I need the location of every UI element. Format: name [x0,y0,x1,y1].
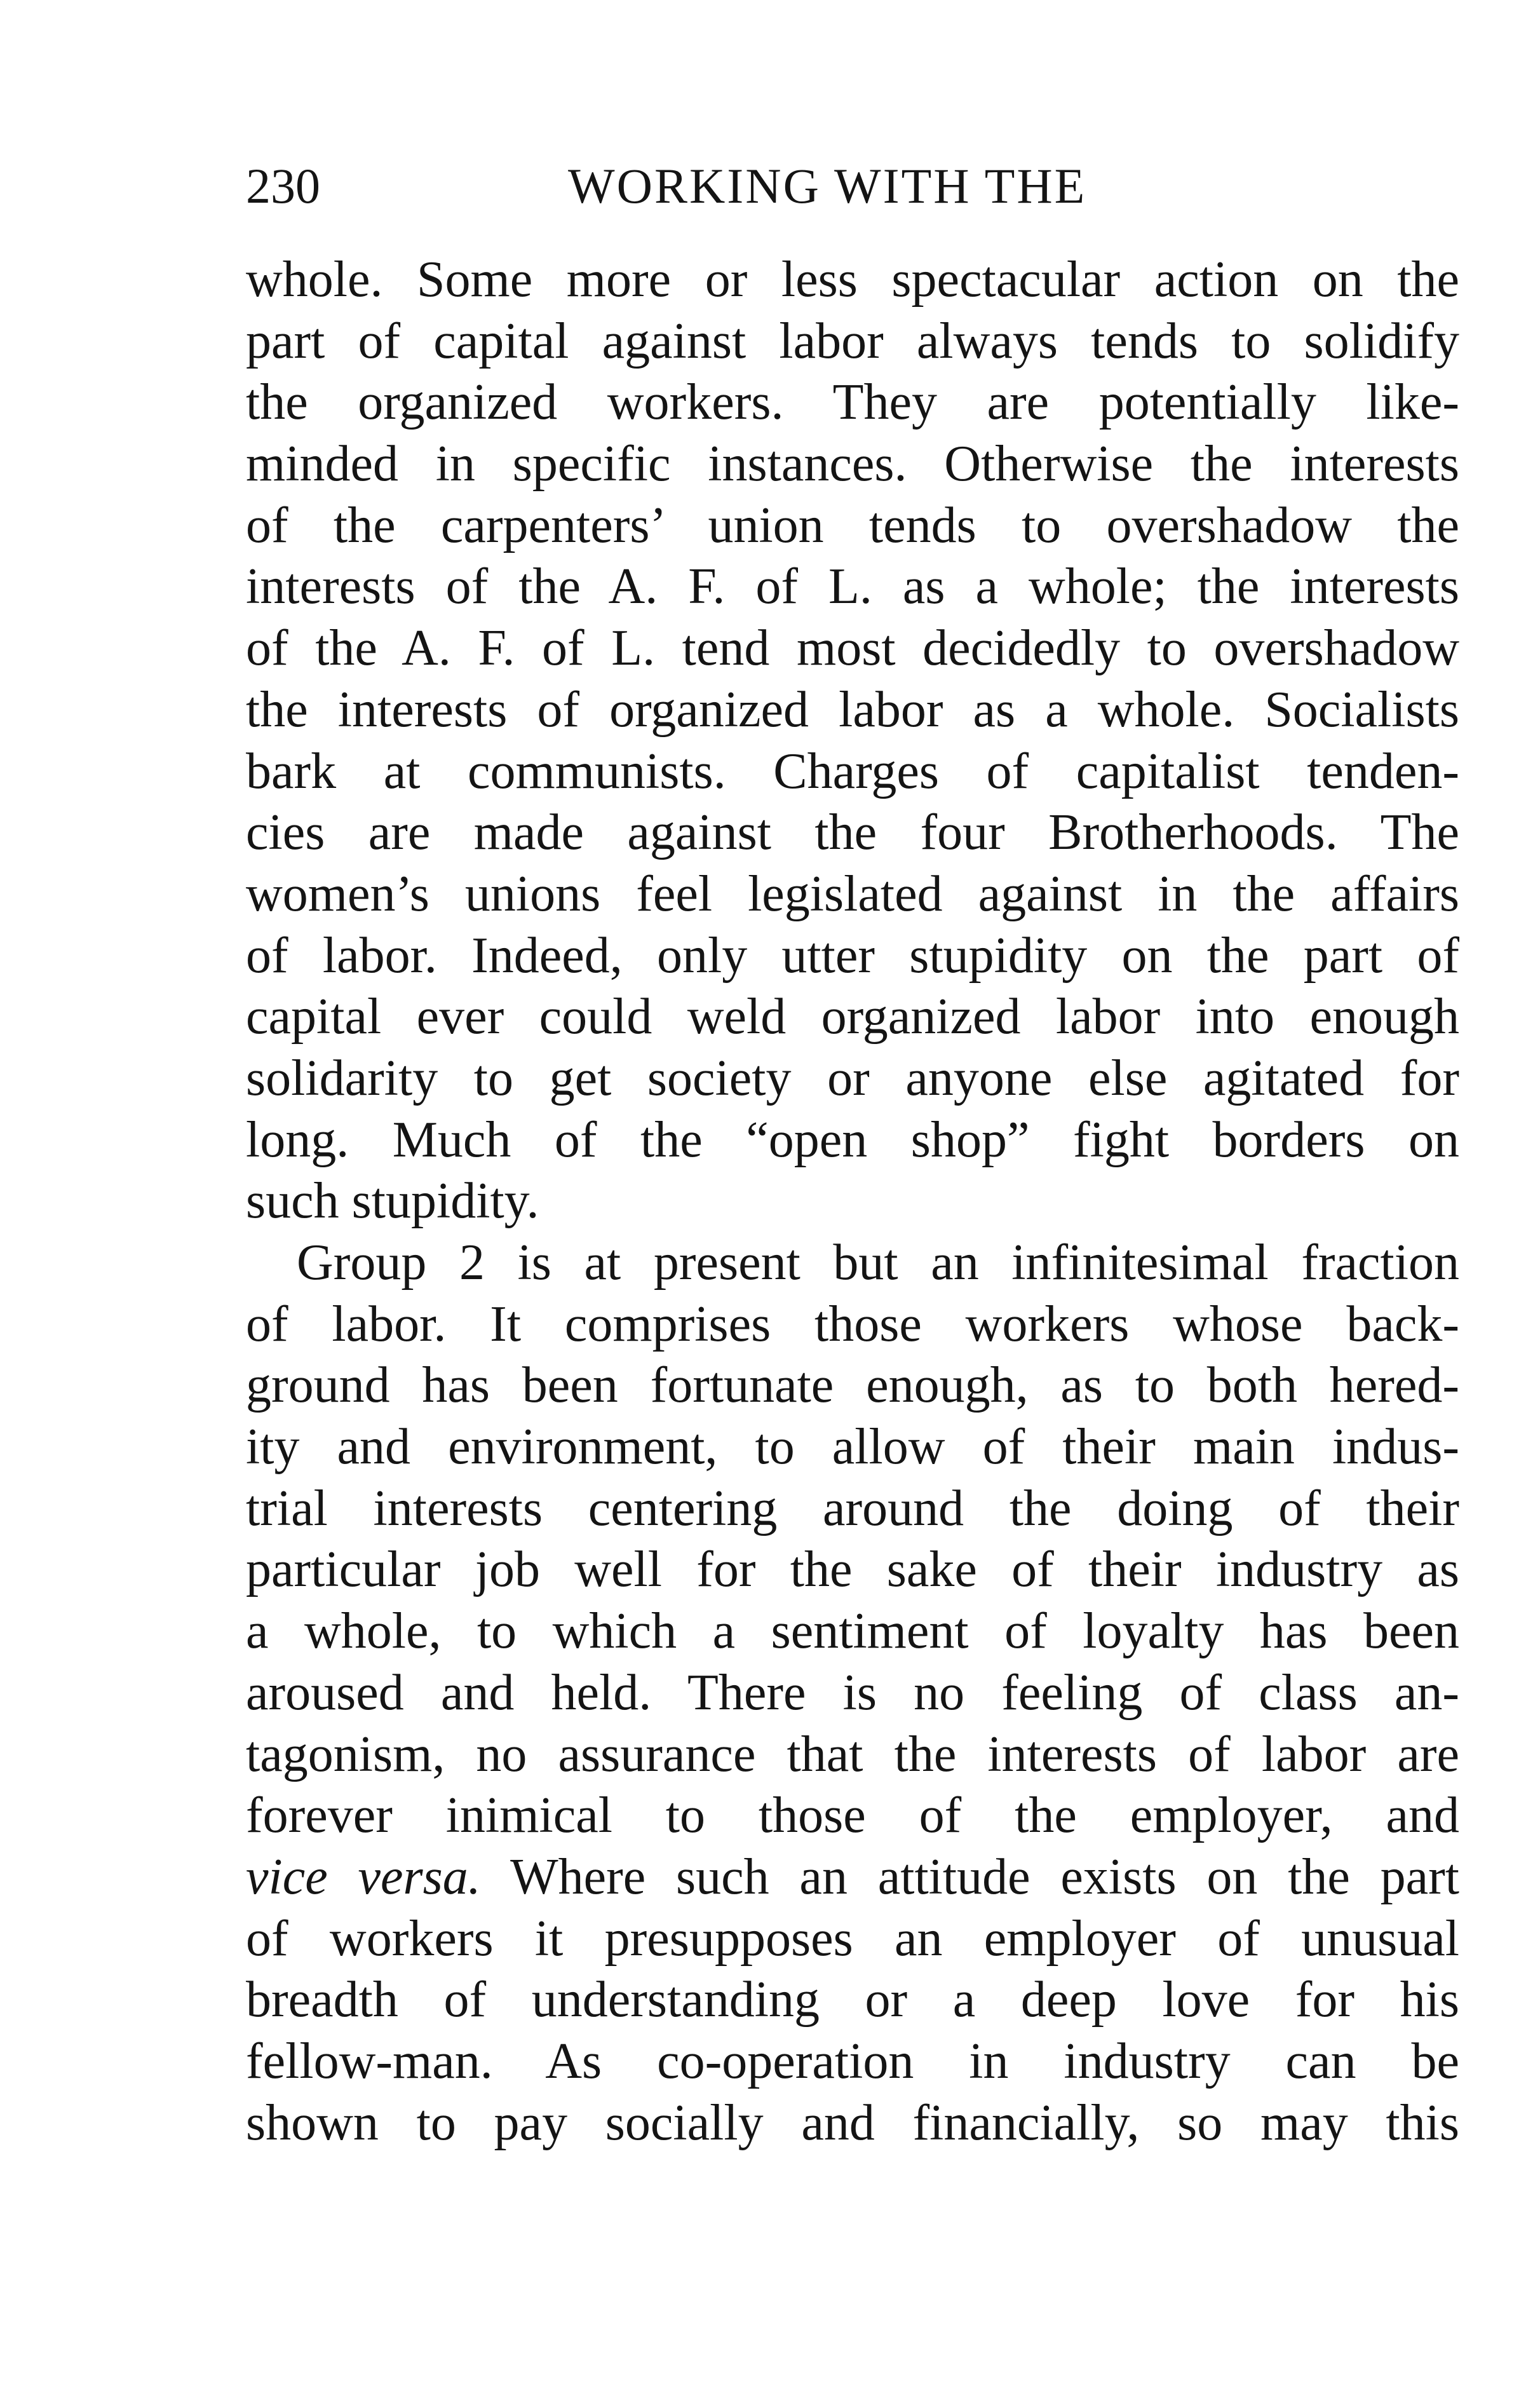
text-line: of workers it presupposes an employer of unusual [246,1910,1459,1967]
text-line: the interests of organized labor as a whole. Socialists [246,681,1459,738]
text-line: a whole, to which a sentiment of loyalty has been [246,1603,1459,1660]
text-line: Group 2 is at present but an infinitesimal fraction [297,1235,1459,1291]
text-line: whole. Some more or less spectacular action on the [246,252,1459,308]
text-line: capital ever could weld organized labor into enough [246,989,1459,1045]
paragraph-1 [246,249,1459,1232]
text-line: trial interests centering around the doing of their [246,1480,1459,1536]
text-line: interests of the A. F. of L. as a whole; the interests [246,559,1459,615]
text-line: bark at communists. Charges of capitalist tenden- [246,743,1459,799]
text-line: ity and environment, to allow of their main indus- [246,1419,1459,1475]
italic-phrase: vice versa. [246,1848,481,1905]
text-line: breadth of understanding or a deep love for his [246,1972,1459,2028]
text-line: fellow-man. As co-operation in industry can be [246,2033,1459,2089]
text-line: of labor. Indeed, only utter stupidity on the part of [246,927,1459,984]
text-line: of the A. F. of L. tend most decidedly to overshadow [246,620,1459,677]
text-line: of the carpenters’ union tends to overshadow the [246,497,1459,553]
text-line: particular job well for the sake of their industry as [246,1542,1459,1598]
page-number: 230 [246,158,320,214]
text-line: women’s unions feel legislated against in the affairs [246,865,1459,922]
body-text [246,249,1459,2153]
paragraph-2 [246,1232,1459,2153]
text-line: forever inimical to those of the employer, and [246,1787,1459,1844]
text-line: the organized workers. They are potentially like- [246,374,1459,431]
running-title: WORKING WITH THE [568,158,1087,214]
text-line: cies are made against the four Brotherhoods. The [246,804,1459,861]
running-head [246,151,1459,221]
text-line: solidarity to get society or anyone else agitated for [246,1050,1459,1106]
text-line-italic-start [246,1847,1459,1908]
text-line: shown to pay socially and financially, so may this [246,2094,1459,2151]
text-line: of labor. It comprises those workers whose back- [246,1296,1459,1352]
line-remainder: Where such an attitude exists on the part [480,1848,1459,1905]
text-line: such stupidity. [246,1173,539,1230]
text-line: minded in specific instances. Otherwise the interests [246,436,1459,492]
text-line: long. Much of the “open shop” fight borders on [246,1111,1459,1168]
text-line: tagonism, no assurance that the interests of labor are [246,1726,1459,1782]
text-line: ground has been fortunate enough, as to both hered- [246,1357,1459,1414]
text-line: part of capital against labor always tends to solidify [246,313,1459,369]
text-line: aroused and held. There is no feeling of class an- [246,1664,1459,1721]
